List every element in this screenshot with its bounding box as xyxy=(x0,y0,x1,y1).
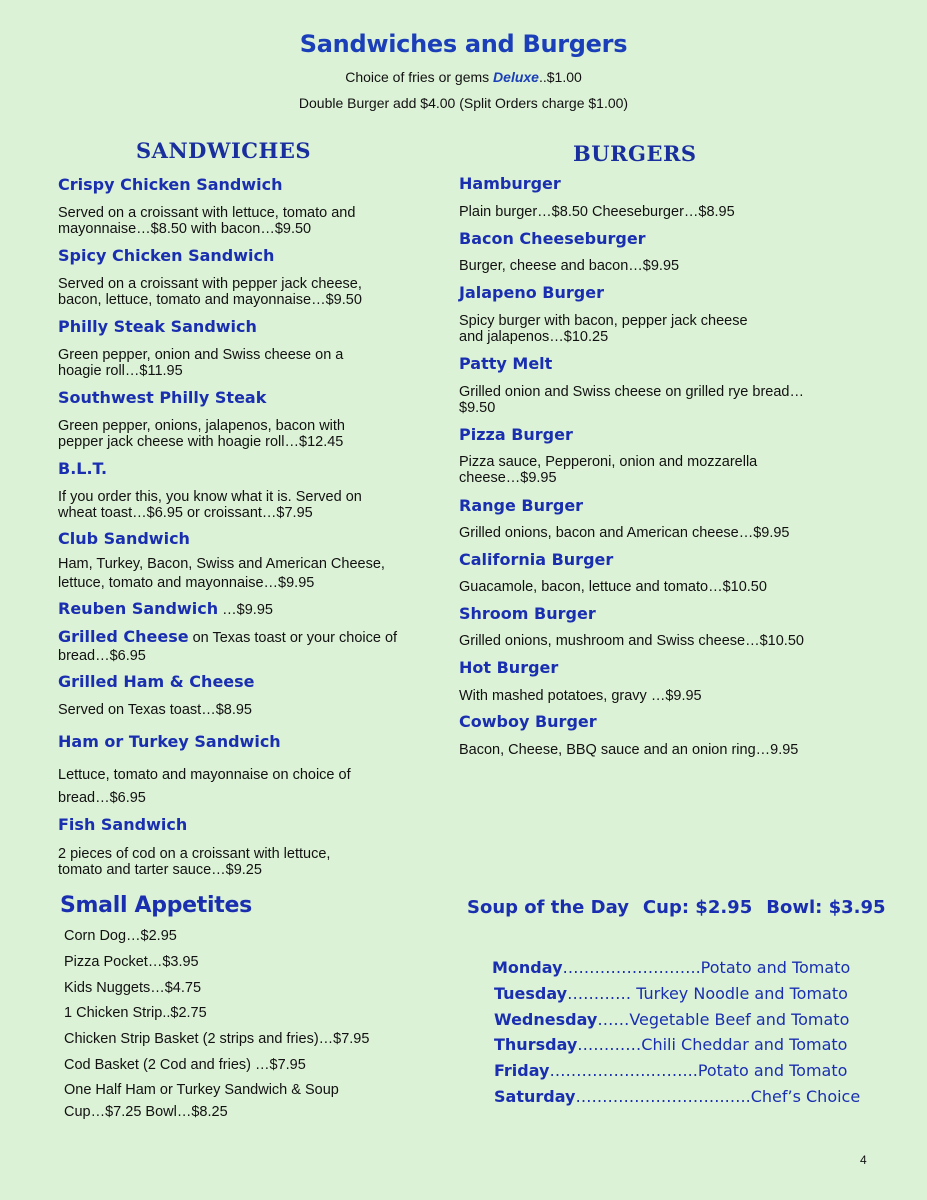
soup-day-name: Thursday xyxy=(494,1035,578,1054)
fries-option-line xyxy=(0,69,927,85)
menu-item-desc: Plain burger…$8.50 Cheeseburger…$8.95 xyxy=(459,204,735,220)
menu-item-name: Pizza Burger xyxy=(459,425,573,444)
soup-day-soup: Chef’s Choice xyxy=(750,1087,861,1106)
menu-item-name: Southwest Philly Steak xyxy=(58,388,267,407)
menu-item-desc: and jalapenos…$10.25 xyxy=(459,329,609,345)
fries-option-text: Choice of fries or gems xyxy=(345,69,494,85)
soup-cup-price: Cup: $2.95 xyxy=(642,897,753,918)
soup-day-row xyxy=(494,984,848,1003)
soup-bowl-price: Bowl: $3.95 xyxy=(766,897,886,918)
menu-item-name: Philly Steak Sandwich xyxy=(58,317,257,336)
menu-item-name xyxy=(58,599,273,618)
appetite-item: 1 Chicken Strip..$2.75 xyxy=(64,1005,207,1021)
menu-item-inline-desc: …$9.95 xyxy=(218,602,273,618)
menu-item-desc: Guacamole, bacon, lettuce and tomato…$10.50 xyxy=(459,579,767,595)
menu-item-name: California Burger xyxy=(459,550,614,569)
menu-item-desc: Served on a croissant with lettuce, tomato and xyxy=(58,205,356,221)
soup-day-dots: ………… xyxy=(577,1035,642,1054)
menu-item-name: Grilled Ham & Cheese xyxy=(58,672,255,691)
menu-item-desc: bacon, lettuce, tomato and mayonnaise…$9.50 xyxy=(58,292,362,308)
menu-item-name-text: Grilled Cheese xyxy=(58,627,189,646)
appetite-item: Pizza Pocket…$3.95 xyxy=(64,954,199,970)
menu-item-name: Shroom Burger xyxy=(459,604,596,623)
soup-title: Soup of the Day xyxy=(467,897,629,918)
menu-item-desc: Burger, cheese and bacon…$9.95 xyxy=(459,258,680,274)
menu-item-name: Bacon Cheeseburger xyxy=(459,229,646,248)
menu-item-name: Crispy Chicken Sandwich xyxy=(58,175,283,194)
menu-item-name: Club Sandwich xyxy=(58,529,190,548)
menu-item-desc: bread…$6.95 xyxy=(58,790,146,806)
soup-day-soup: Vegetable Beef and Tomato xyxy=(629,1010,850,1029)
menu-item-name: Hamburger xyxy=(459,174,561,193)
soup-day-row xyxy=(494,1087,860,1106)
menu-item-desc: Ham, Turkey, Bacon, Swiss and American Cheese, xyxy=(58,556,385,572)
menu-item-desc: Green pepper, onion and Swiss cheese on a xyxy=(58,347,344,363)
menu-item-name: Ham or Turkey Sandwich xyxy=(58,732,281,751)
small-appetites-heading: Small Appetites xyxy=(60,893,252,918)
menu-item-name: Fish Sandwich xyxy=(58,815,188,834)
sandwiches-heading: SANDWICHES xyxy=(136,138,311,163)
page-number: 4 xyxy=(860,1153,867,1167)
soup-day-row xyxy=(494,1035,847,1054)
appetite-item: Cod Basket (2 Cod and fries) …$7.95 xyxy=(64,1057,306,1073)
menu-item-desc: cheese…$9.95 xyxy=(459,470,557,486)
soup-day-dots: ……………………….….. xyxy=(575,1087,751,1106)
double-burger-line: Double Burger add $4.00 (Split Orders charge $1.00) xyxy=(298,95,629,111)
soup-day-name: Wednesday xyxy=(494,1010,598,1029)
soup-day-name: Saturday xyxy=(494,1087,576,1106)
menu-item-desc: With mashed potatoes, gravy …$9.95 xyxy=(459,688,702,704)
menu-item-desc: Spicy burger with bacon, pepper jack cheese xyxy=(459,313,748,329)
menu-item-desc: bread…$6.95 xyxy=(58,648,146,664)
deluxe-price: ..$1.00 xyxy=(538,69,582,85)
menu-item-name xyxy=(58,627,397,646)
burgers-heading: BURGERS xyxy=(573,141,697,166)
soup-day-name: Tuesday xyxy=(494,984,568,1003)
menu-item-desc: mayonnaise…$8.50 with bacon…$9.50 xyxy=(58,221,312,237)
menu-item-inline-desc: on Texas toast or your choice of xyxy=(188,630,398,646)
menu-item-name: Cowboy Burger xyxy=(459,712,597,731)
menu-item-desc: Grilled onion and Swiss cheese on grilled rye bread… xyxy=(459,384,804,400)
soup-day-dots: ……………….……... xyxy=(549,1061,698,1080)
soup-day-row xyxy=(494,1010,849,1029)
soup-day-soup: Potato and Tomato xyxy=(697,1061,848,1080)
appetite-item: One Half Ham or Turkey Sandwich & Soup xyxy=(64,1082,339,1098)
appetite-item: Chicken Strip Basket (2 strips and fries)…$7.95 xyxy=(64,1031,370,1047)
menu-item-desc: Bacon, Cheese, BBQ sauce and an onion ring…9.95 xyxy=(459,742,799,758)
soup-day-name: Friday xyxy=(494,1061,550,1080)
menu-item-desc: $9.50 xyxy=(459,400,496,416)
soup-of-the-day-heading xyxy=(467,897,900,918)
appetite-item: Kids Nuggets…$4.75 xyxy=(64,980,202,996)
appetite-item: Cup…$7.25 Bowl…$8.25 xyxy=(64,1104,228,1120)
menu-item-name: Patty Melt xyxy=(459,354,553,373)
appetite-item: Corn Dog…$2.95 xyxy=(64,928,177,944)
menu-item-name-text: Reuben Sandwich xyxy=(58,599,219,618)
soup-day-soup: Potato and Tomato xyxy=(700,958,851,977)
soup-day-row xyxy=(494,1061,847,1080)
menu-item-name: Hot Burger xyxy=(459,658,559,677)
menu-item-desc: 2 pieces of cod on a croissant with lettuce, xyxy=(58,846,331,862)
menu-item-name: B.L.T. xyxy=(58,459,108,478)
menu-item-desc: Pizza sauce, Pepperoni, onion and mozzarella xyxy=(459,454,758,470)
menu-item-desc: Grilled onions, bacon and American cheese…$9.95 xyxy=(459,525,790,541)
soup-day-dots: ………… xyxy=(567,984,632,1003)
menu-item-name: Spicy Chicken Sandwich xyxy=(58,246,275,265)
menu-item-name: Range Burger xyxy=(459,496,584,515)
deluxe-label: Deluxe xyxy=(493,69,539,85)
menu-item-desc: Grilled onions, mushroom and Swiss cheese…$10.50 xyxy=(459,633,804,649)
menu-item-desc: lettuce, tomato and mayonnaise…$9.95 xyxy=(58,575,315,591)
menu-item-desc: wheat toast…$6.95 or croissant…$7.95 xyxy=(58,505,313,521)
soup-day-dots: …… xyxy=(597,1010,630,1029)
menu-item-desc: pepper jack cheese with hoagie roll…$12.45 xyxy=(58,434,344,450)
menu-item-desc: Green pepper, onions, jalapenos, bacon with xyxy=(58,418,345,434)
page-title: Sandwiches and Burgers xyxy=(299,30,628,58)
menu-item-name: Jalapeno Burger xyxy=(459,283,604,302)
menu-item-desc: If you order this, you know what it is. Served on xyxy=(58,489,362,505)
menu-item-desc: Lettuce, tomato and mayonnaise on choice of xyxy=(58,767,351,783)
soup-day-dots: …………………….. xyxy=(562,958,701,977)
menu-item-desc: Served on a croissant with pepper jack cheese, xyxy=(58,276,362,292)
soup-day-soup: Turkey Noodle and Tomato xyxy=(631,984,848,1003)
menu-item-desc: tomato and tarter sauce…$9.25 xyxy=(58,862,262,878)
menu-item-desc: Served on Texas toast…$8.95 xyxy=(58,702,252,718)
soup-day-name: Monday xyxy=(492,958,563,977)
soup-day-soup: Chili Cheddar and Tomato xyxy=(641,1035,848,1054)
menu-item-desc: hoagie roll…$11.95 xyxy=(58,363,183,379)
soup-day-row xyxy=(492,958,850,977)
